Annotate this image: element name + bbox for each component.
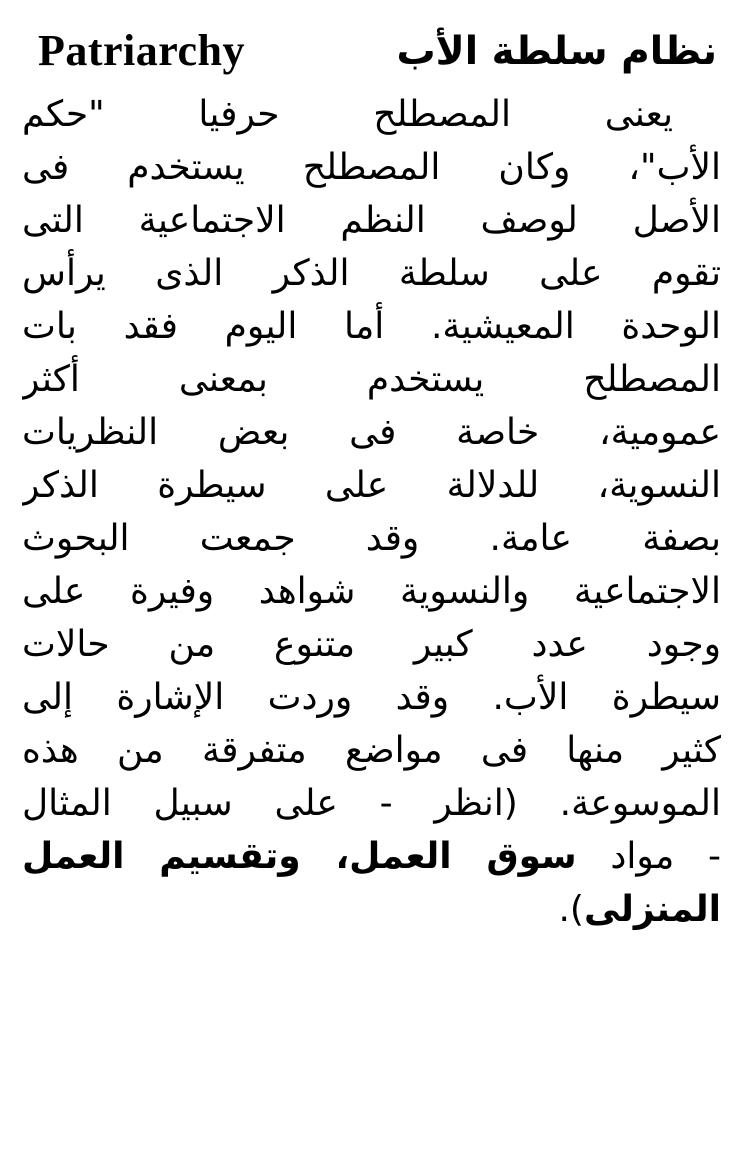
body-line: وجود عدد كبير متنوع من حالات — [22, 624, 721, 665]
entry-term-english: Patriarchy — [38, 26, 246, 75]
body-line: سيطرة الأب. وقد وردت الإشارة إلى — [22, 677, 721, 718]
cross-reference-terms: سوق العمل، وتقسيم العمل — [22, 836, 577, 877]
body-line-cross-reference — [22, 830, 721, 883]
body-line: النسوية، للدلالة على سيطرة الذكر — [22, 465, 721, 506]
cross-reference-prefix: - مواد — [576, 836, 721, 877]
entry-term-arabic: نظام سلطة الأب — [396, 28, 717, 74]
body-line: يعنى المصطلح حرفيا "حكم — [22, 94, 673, 135]
body-line: الأب"، وكان المصطلح يستخدم فى — [22, 147, 721, 188]
body-line: الاجتماعية والنسوية شواهد وفيرة على — [22, 571, 721, 612]
body-line: كثير منها فى مواضع متفرقة من هذه — [22, 730, 721, 771]
body-line-final — [22, 883, 721, 936]
entry-body — [22, 88, 721, 936]
body-line: الأصل لوصف النظم الاجتماعية التى — [22, 200, 721, 241]
entry-heading — [22, 22, 721, 80]
body-line: تقوم على سلطة الذكر الذى يرأس — [22, 253, 721, 294]
body-line: بصفة عامة. وقد جمعت البحوث — [22, 518, 721, 559]
cross-reference-term: المنزلى — [583, 889, 721, 930]
body-line: عمومية، خاصة فى بعض النظريات — [22, 412, 721, 453]
body-line: الموسوعة. (انظر - على سبيل المثال — [22, 783, 721, 824]
body-line: المصطلح يستخدم بمعنى أكثر — [22, 359, 721, 400]
body-line: الوحدة المعيشية. أما اليوم فقد بات — [22, 306, 721, 347]
closing-punctuation: ). — [558, 889, 584, 930]
